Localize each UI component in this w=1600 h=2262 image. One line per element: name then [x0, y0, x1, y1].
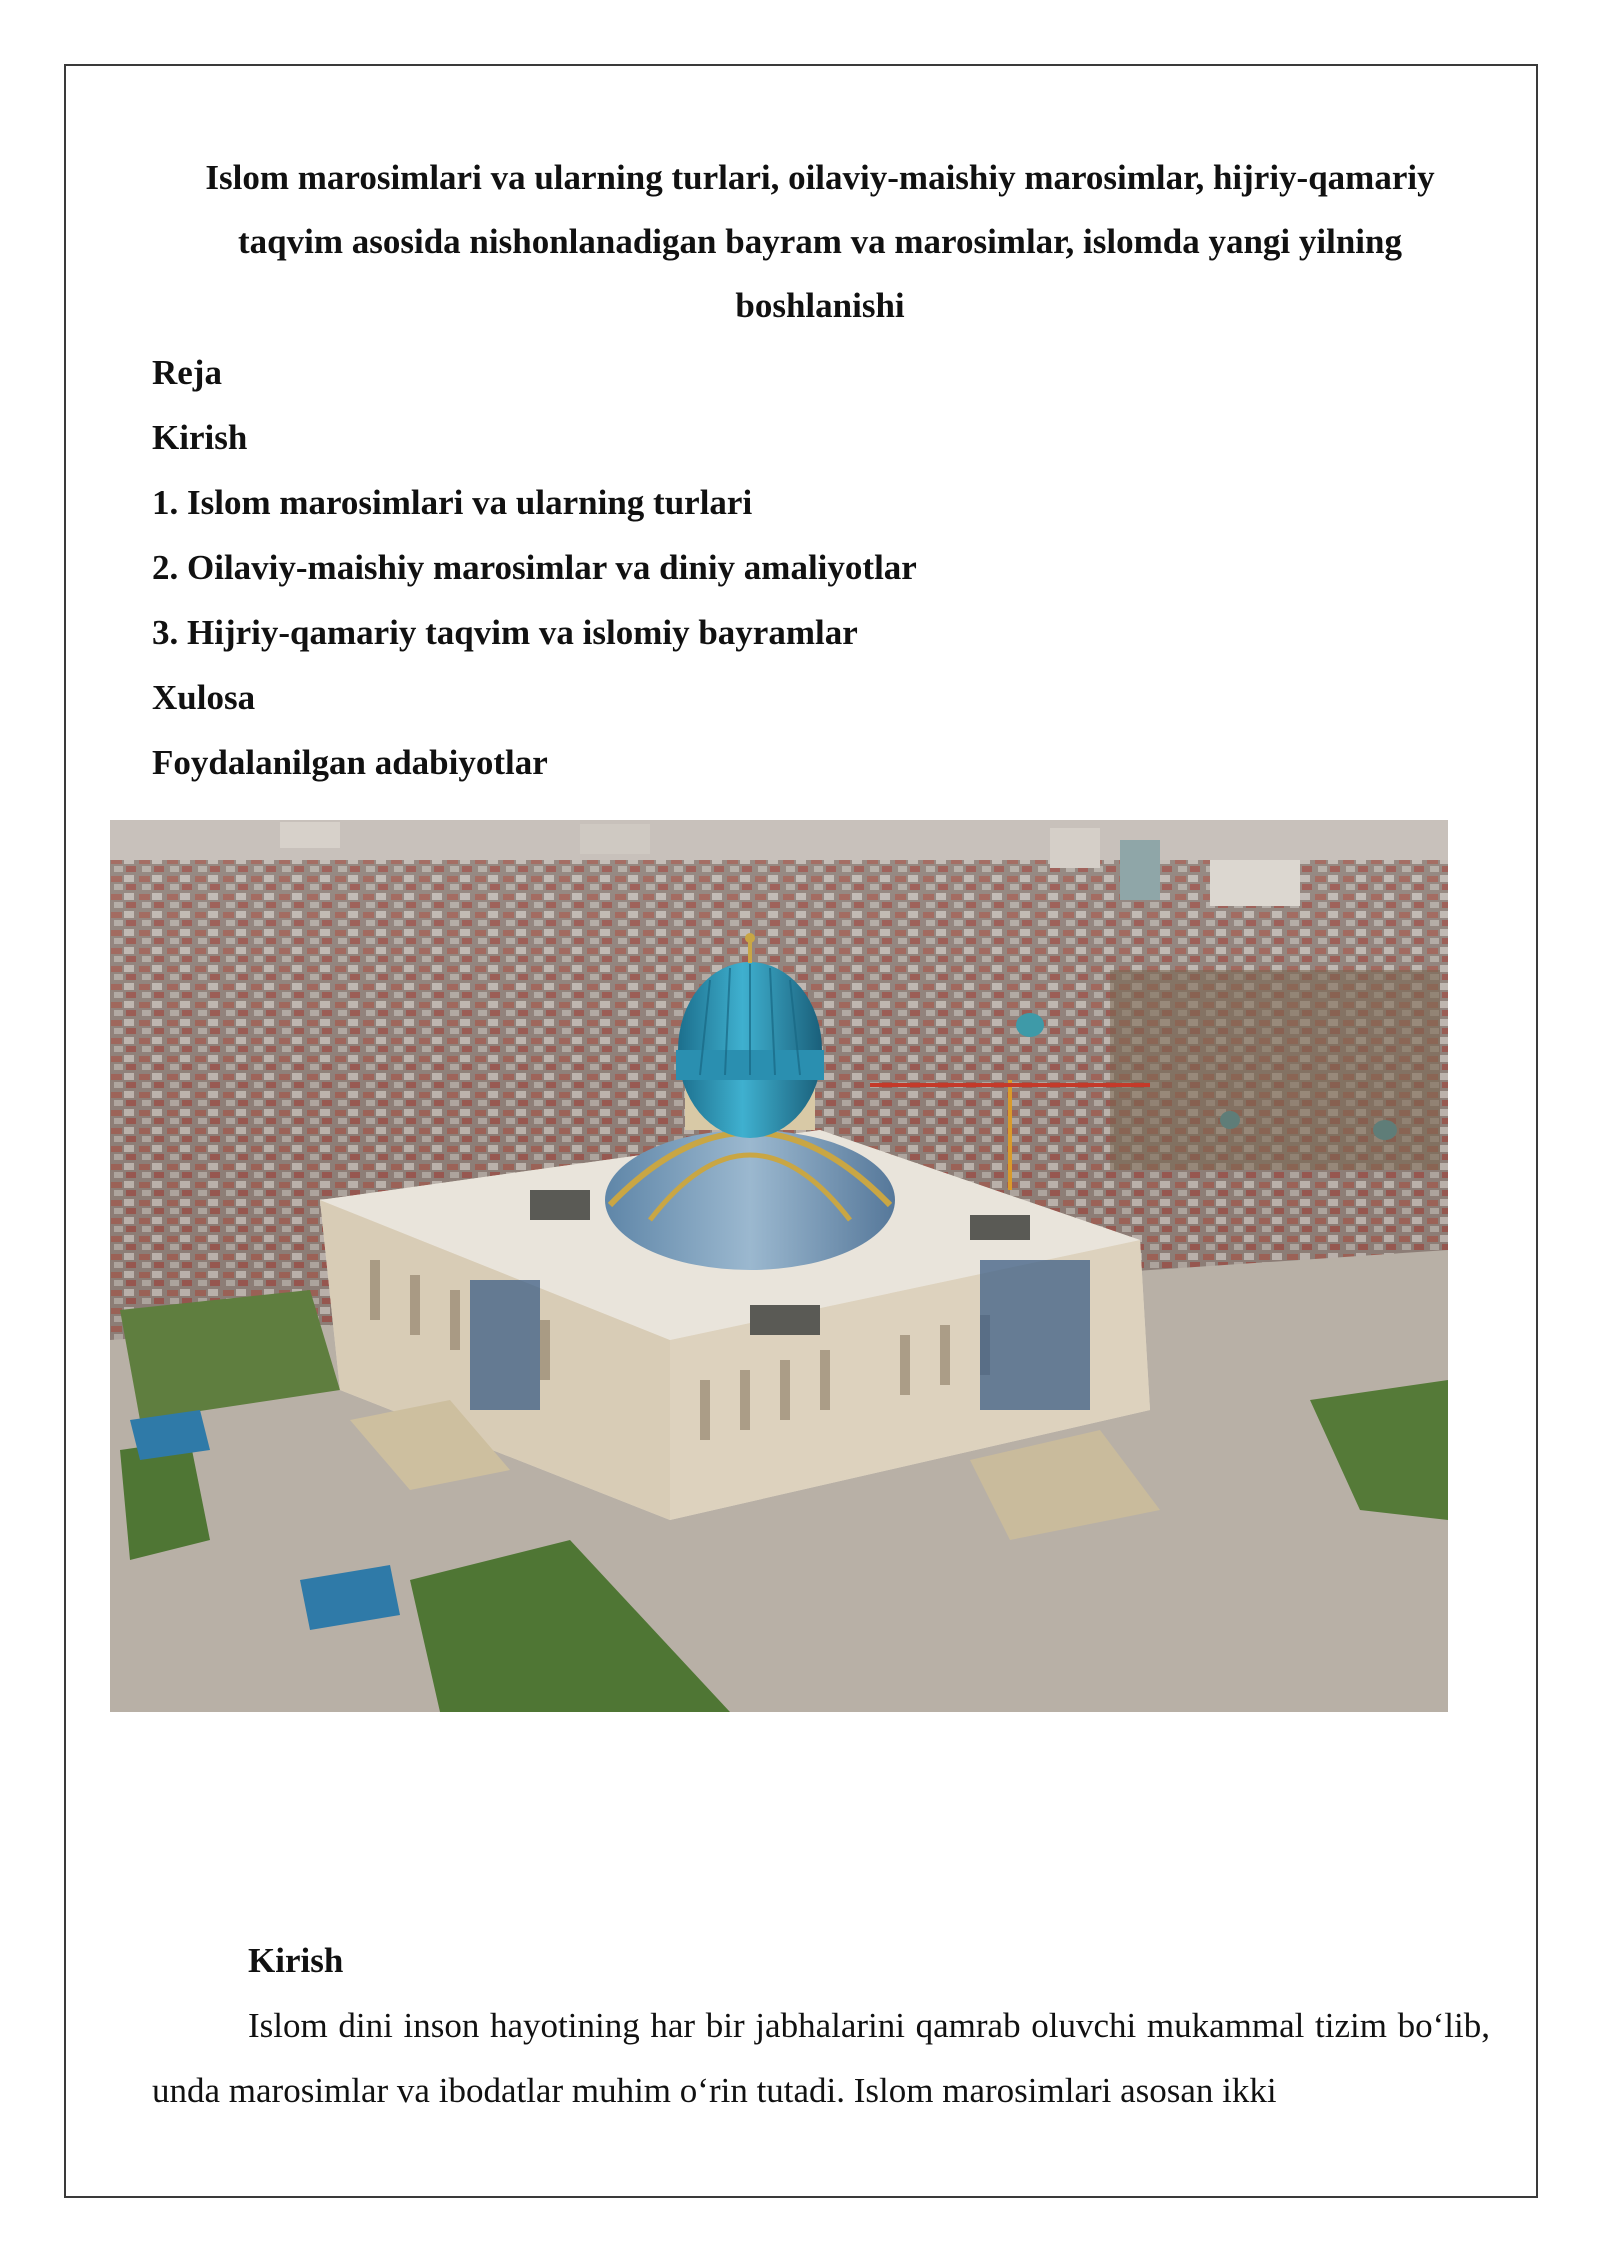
plan-item: 3. Hijriy-qamariy taqvim va islomiy bayramlar [152, 613, 858, 652]
body-paragraph: Islom dini inson hayotining har bir jabhalarini qamrab oluvchi mukammal tizim bo‘lib, unda marosimlar va ibodatlar muhim o‘rin tutadi. Islom marosimlari asosan ikki [152, 2006, 1490, 2110]
section-heading: Kirish [248, 1941, 344, 1980]
document-title: Islom marosimlari va ularning turlari, oilaviy-maishiy marosimlar, hijriy-qamariy taqvim asosida nishonlanadigan bayram va marosimlar, islomda yangi yilning boshlanishi [205, 158, 1435, 325]
plan-item: 1. Islom marosimlari va ularning turlari [152, 483, 753, 522]
plan-list [152, 340, 1452, 795]
plan-item: Reja [152, 353, 222, 392]
mosque-aerial-photo [110, 820, 1448, 1712]
plan-item: Kirish [152, 418, 248, 457]
plan-item: Foydalanilgan adabiyotlar [152, 743, 548, 782]
plan-item: Xulosa [152, 678, 256, 717]
plan-item: 2. Oilaviy-maishiy marosimlar va diniy amaliyotlar [152, 548, 917, 587]
